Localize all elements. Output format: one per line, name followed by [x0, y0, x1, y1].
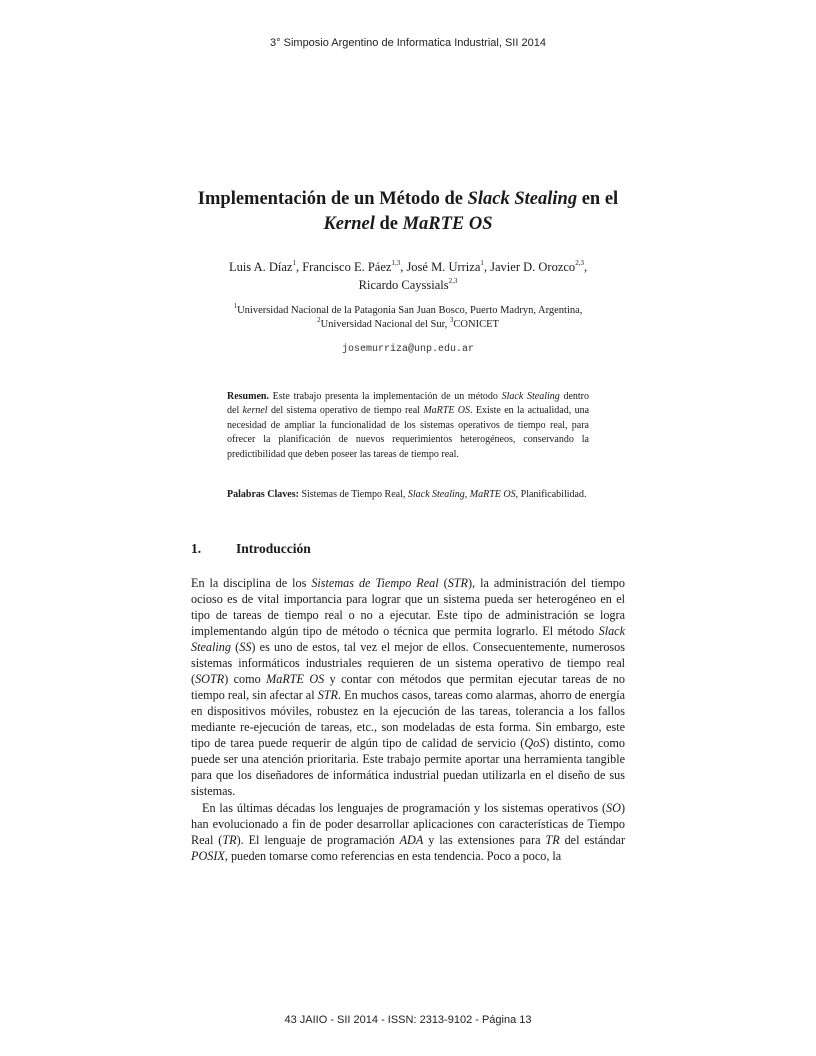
body-paragraph: En la disciplina de los Sistemas de Tiempo Real (STR), la administración del tiempo ocioso es de vital importancia para lograr que un sistema pueda ser heterogéneo en el tipo de tareas de tiempo real o no a ejecutar. Este tipo de administración se logra implementando algún tipo de método o técnica que permita lograrlo. El método Slack Stealing (SS) es uno de estos, tal vez el mejor de ellos. Consecuentemente, numerosos sistemas informáticos industriales requieren de un sistema operativo de tiempo real (SOTR) como MaRTE OS y contar con métodos que permitan ejecutar tareas de no tiempo real, sin afectar al STR. En muchos casos, tareas como alarmas, ahorro de energía en dispositivos móviles, robustez en la ejecución de las tareas, tolerancia a los fallos mediante re-ejecución de tareas, etc., son modeladas de esta forma. Sin embargo, este tipo de tarea puede requerir de algún tipo de calidad de servicio (QoS) distinto, como puede ser una atención prioritaria. Este trabajo permite aportar una herramienta tangible para que los diseñadores de informática industrial puedan utilizarla en el diseño de sus sistemas. [191, 576, 626, 798]
author-name: Ricardo Cayssials [358, 278, 449, 292]
body-paragraph: En las últimas décadas los lenguajes de programación y los sistemas operativos (SO) han evolucionado a fin de poder desarrollar aplicaciones con características de Tiempo Real (TR). El lenguaje de programación ADA y las extensiones para TR del estándar POSIX, pueden tomarse como referencias en esta tendencia. Poco a poco, la [191, 801, 626, 863]
section-heading: Introducción [236, 541, 311, 556]
keywords-label: Palabras Claves: [227, 489, 299, 500]
contact-email: josemurriza@unp.edu.ar [341, 344, 475, 355]
page-footer: 43 JAIIO - SII 2014 - ISSN: 2313-9102 - Página 13 [284, 1014, 532, 1026]
author-name: Francisco E. Páez [302, 260, 392, 274]
section-number: 1. [191, 541, 202, 556]
affiliations: $^1$Universidad Nacional de la Patagonia San Juan Bosco, Puerto Madryn, Argentina, $^2$Universidad Nacional del Sur, $^3$CONICET [233, 301, 583, 330]
author-name: Luis A. Díaz [228, 260, 293, 274]
paper-title: Implementación de un Método de Slack Stealing en el Kernel de MaRTE OS [197, 189, 619, 234]
author-name: Javier D. Orozco [490, 260, 576, 274]
abstract-label: Resumen. [227, 391, 269, 402]
running-header: 3° Simposio Argentino de Informatica Industrial, SII 2014 [270, 37, 546, 49]
keywords: Palabras Claves: Sistemas de Tiempo Real, Slack Stealing, MaRTE OS, Planificabilidad. [227, 489, 587, 500]
author-name: José M. Urriza [406, 260, 481, 274]
author-list: Luis A. Díaz$^1$, Francisco E. Páez$^{1,3}$, José M. Urriza$^1$, Javier D. Orozco$^{2,3}$, Ricardo Cayssials$^{2,3}$ [228, 258, 588, 292]
abstract: Resumen. Este trabajo presenta la implementación de un método Slack Stealing dentro del kernel del sistema operativo de tiempo real MaRTE OS. Existe en la actualidad, una necesidad de ampliar la funcionalidad de los sistemas operativos de tiempo real, para ofrecer la planificación de nuevos requerimientos heterogéneos, conservando la predictibilidad que deben poseer las tareas de tiempo real. [227, 391, 590, 460]
